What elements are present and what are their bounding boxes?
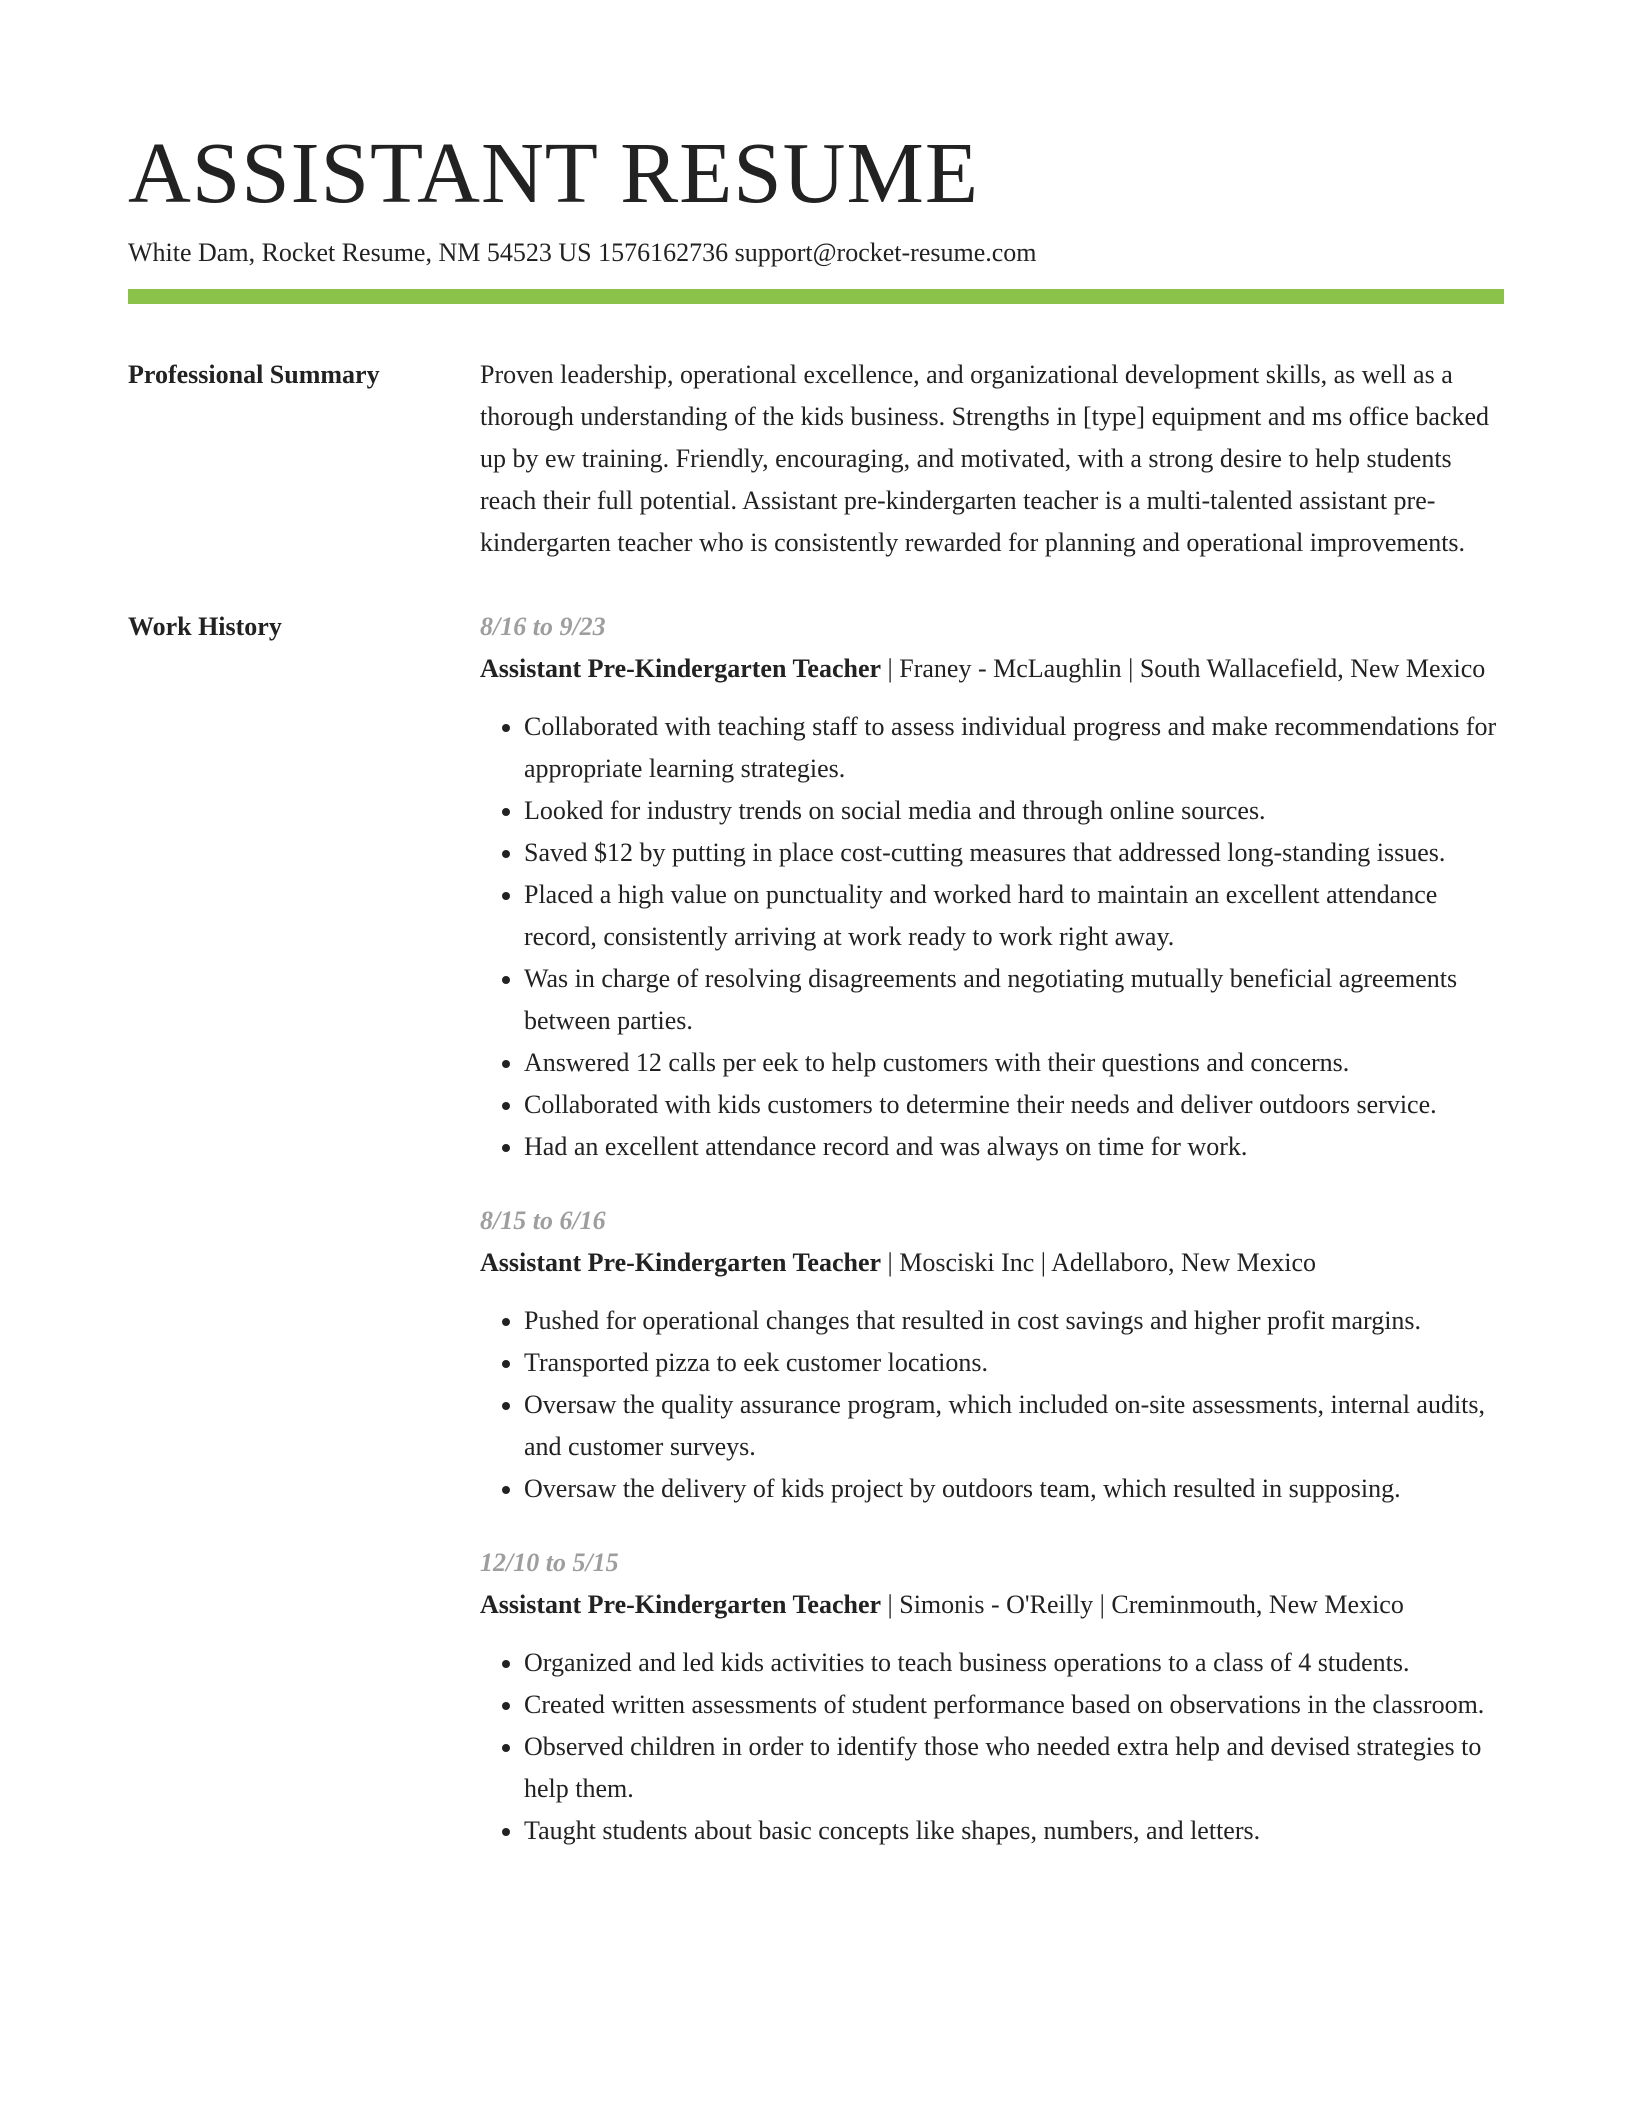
contact-line: White Dam, Rocket Resume, NM 54523 US 1576162736 support@rocket-resume.com bbox=[128, 238, 1037, 267]
job-bullet: • Looked for industry trends on social media and through online sources. bbox=[524, 790, 1504, 832]
job-bullet: • Organized and led kids activities to teach business operations to a class of 4 students. bbox=[524, 1642, 1504, 1684]
professional-summary-text: Proven leadership, operational excellence, and organizational development skills, as well as a thorough understanding of the kids business. Strengths in [type] equipment and ms office backed up by ew training. Friendly, encouraging, and motivated, with a strong desire to help students reach their full potential. Assistant pre-kindergarten teacher is a multi-talented assistant pre-kindergarten teacher who is consistently rewarded for planning and operational improvements. bbox=[480, 360, 1489, 557]
job-details: | Franey - McLaughlin | South Wallacefield, New Mexico bbox=[881, 654, 1486, 683]
accent-divider bbox=[128, 289, 1504, 304]
job-bullet-list bbox=[480, 706, 1504, 1168]
job-entry bbox=[480, 606, 1504, 1168]
job-bullet: • Oversaw the delivery of kids project by outdoors team, which resulted in supposing. bbox=[524, 1468, 1504, 1510]
section-label-professional-summary: Professional Summary bbox=[128, 360, 380, 389]
job-dates: 8/16 to 9/23 bbox=[480, 612, 606, 641]
job-entry bbox=[480, 1542, 1504, 1852]
professional-summary-section bbox=[128, 354, 1504, 564]
job-dates: 12/10 to 5/15 bbox=[480, 1548, 619, 1577]
job-bullet: • Saved $12 by putting in place cost-cutting measures that addressed long-standing issues. bbox=[524, 832, 1504, 874]
job-bullet: • Collaborated with kids customers to determine their needs and deliver outdoors service. bbox=[524, 1084, 1504, 1126]
job-heading bbox=[480, 1242, 1504, 1284]
job-bullet: • Pushed for operational changes that resulted in cost savings and higher profit margins. bbox=[524, 1300, 1504, 1342]
job-details: | Simonis - O'Reilly | Creminmouth, New Mexico bbox=[881, 1590, 1404, 1619]
work-history-section bbox=[128, 606, 1504, 1852]
job-heading bbox=[480, 648, 1504, 690]
job-bullet: • Placed a high value on punctuality and worked hard to maintain an excellent attendance record, consistently arriving at work ready to work right away. bbox=[524, 874, 1504, 958]
job-bullet: • Oversaw the quality assurance program, which included on-site assessments, internal audits, and customer surveys. bbox=[524, 1384, 1504, 1468]
job-bullet: • Taught students about basic concepts like shapes, numbers, and letters. bbox=[524, 1810, 1504, 1852]
job-bullet: • Collaborated with teaching staff to assess individual progress and make recommendations for appropriate learning strategies. bbox=[524, 706, 1504, 790]
work-history-list bbox=[480, 606, 1504, 1852]
section-label-work-history: Work History bbox=[128, 612, 282, 641]
job-bullet: • Created written assessments of student performance based on observations in the classroom. bbox=[524, 1684, 1504, 1726]
job-heading bbox=[480, 1584, 1504, 1626]
job-bullet: • Was in charge of resolving disagreements and negotiating mutually beneficial agreements between parties. bbox=[524, 958, 1504, 1042]
resume-title: ASSISTANT RESUME bbox=[128, 124, 979, 221]
job-title: Assistant Pre-Kindergarten Teacher bbox=[480, 654, 882, 683]
job-details: | Mosciski Inc | Adellaboro, New Mexico bbox=[881, 1248, 1317, 1277]
job-bullet: • Had an excellent attendance record and was always on time for work. bbox=[524, 1126, 1504, 1168]
job-title: Assistant Pre-Kindergarten Teacher bbox=[480, 1590, 882, 1619]
resume-page bbox=[128, 0, 1504, 1852]
job-bullet: • Transported pizza to eek customer locations. bbox=[524, 1342, 1504, 1384]
job-bullet-list bbox=[480, 1300, 1504, 1510]
job-entry bbox=[480, 1200, 1504, 1510]
job-dates: 8/15 to 6/16 bbox=[480, 1206, 606, 1235]
job-bullet: • Observed children in order to identify those who needed extra help and devised strategies to help them. bbox=[524, 1726, 1504, 1810]
job-bullet: • Answered 12 calls per eek to help customers with their questions and concerns. bbox=[524, 1042, 1504, 1084]
job-bullet-list bbox=[480, 1642, 1504, 1852]
job-title: Assistant Pre-Kindergarten Teacher bbox=[480, 1248, 882, 1277]
